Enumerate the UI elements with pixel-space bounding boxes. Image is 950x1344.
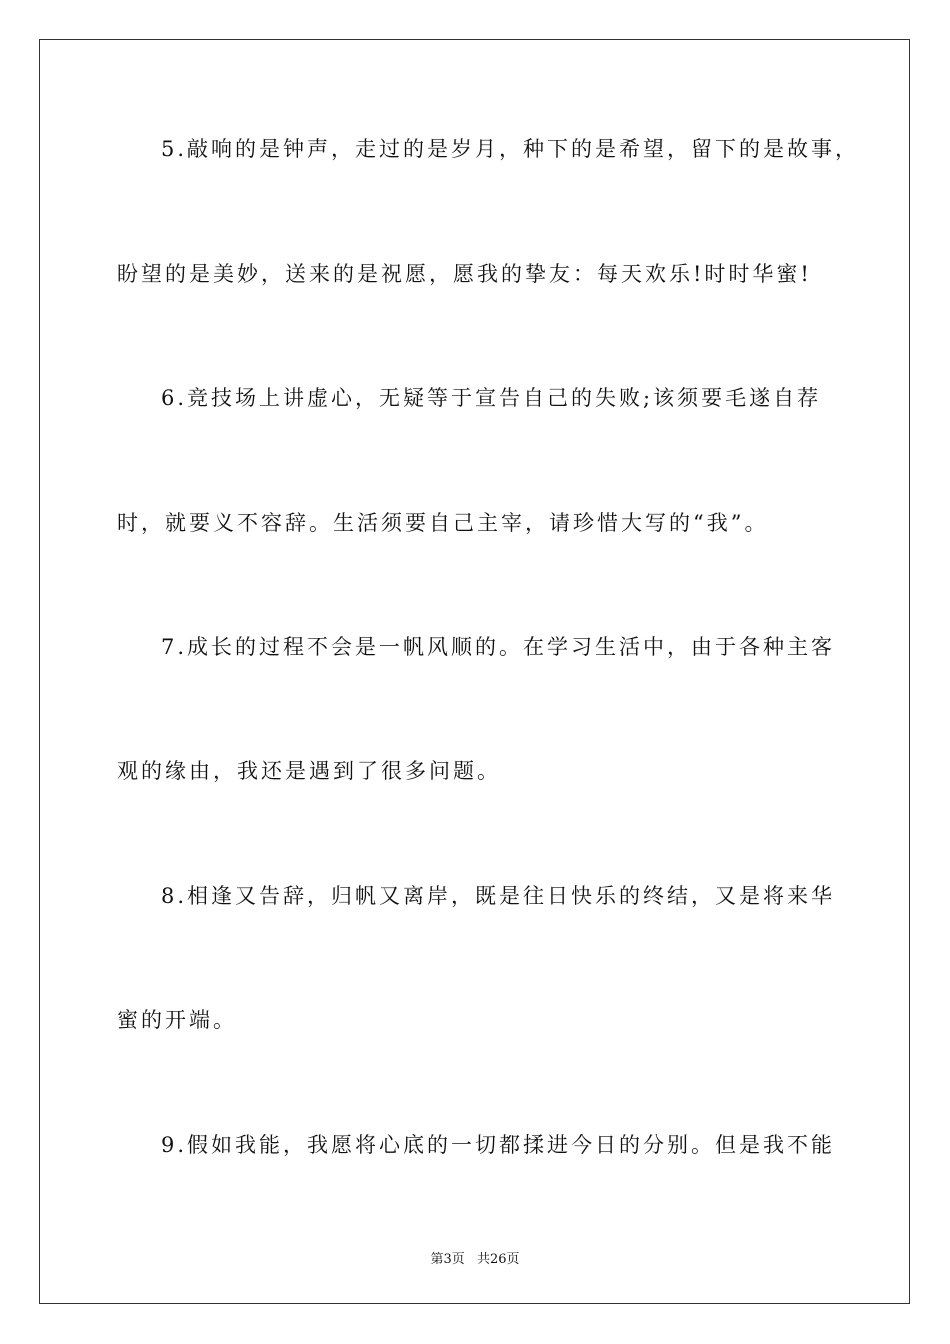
paragraph-6-line-1: 6.竞技场上讲虚心，无疑等于宣告自己的失败;该须要毛遂自荐 [161,386,822,410]
paragraph-7-line-2: 观的缘由，我还是遇到了很多问题。 [117,759,501,783]
paragraph-5-line-1: 5.敲响的是钟声，走过的是岁月，种下的是希望，留下的是故事， [161,137,860,161]
paragraph-7-line-1: 7.成长的过程不会是一帆风顺的。在学习生活中，由于各种主客 [161,635,836,659]
paragraph-9-line-1: 9.假如我能，我愿将心底的一切都揉进今日的分别。但是我不能 [161,1133,836,1157]
paragraph-8-line-2: 蜜的开端。 [117,1008,237,1032]
current-page-number: 第3页 [430,1252,465,1267]
paragraph-8-line-1: 8.相逢又告辞，归帆又离岸，既是往日快乐的终结，又是将来华 [161,884,836,908]
paragraph-5-line-2: 盼望的是美妙，送来的是祝愿，愿我的挚友：每天欢乐!时时华蜜! [117,262,812,286]
page-footer [0,1248,950,1267]
total-page-count: 共26页 [476,1252,520,1267]
page-frame [39,39,910,1304]
paragraph-6-line-2: 时，就要义不容辞。生活须要自己主宰，请珍惜大写的“我”。 [117,511,769,535]
